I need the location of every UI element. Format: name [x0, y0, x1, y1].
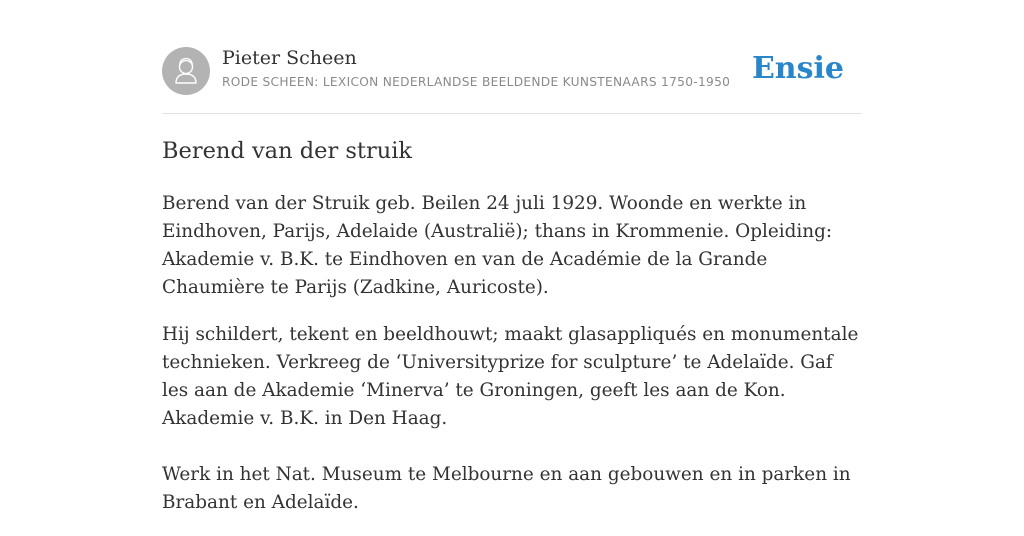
- author-avatar[interactable]: [162, 47, 210, 95]
- article-paragraph: Werk in het Nat. Museum te Melbourne en aan gebouwen en in parken in Brabant en Adelaïde.: [162, 464, 851, 513]
- author-name[interactable]: Pieter Scheen: [222, 47, 357, 69]
- article-paragraph: Berend van der Struik geb. Beilen 24 juli 1929. Woonde en werkte in Eindhoven, Parijs, Adelaide (Australië); thans in Krommenie. Opleiding: Akademie v. B.K. te Eindhoven en van de Académie de la Grande Chaumière te Parijs (Zadkine, Auricoste).: [162, 193, 833, 298]
- article-body: [162, 190, 862, 536]
- brand-logo[interactable]: Ensie: [751, 51, 844, 86]
- article-header: [162, 47, 862, 97]
- article-paragraph: Hij schildert, tekent en beeldhouwt; maakt glasappliqués en monumentale technieken. Verkreeg de ‘Universityprize for sculpture’ te Adelaïde. Gaf les aan de Akademie ‘Minerva’ te Groningen, geeft les aan de Kon. Akademie v. B.K. in Den Haag.: [162, 324, 859, 429]
- header-divider: [162, 113, 862, 114]
- user-icon: [162, 47, 210, 95]
- article-card: [162, 0, 862, 512]
- article-title: Berend van der struik: [162, 138, 413, 164]
- source-title[interactable]: RODE SCHEEN: LEXICON NEDERLANDSE BEELDENDE KUNSTENAARS 1750-1950: [222, 75, 731, 89]
